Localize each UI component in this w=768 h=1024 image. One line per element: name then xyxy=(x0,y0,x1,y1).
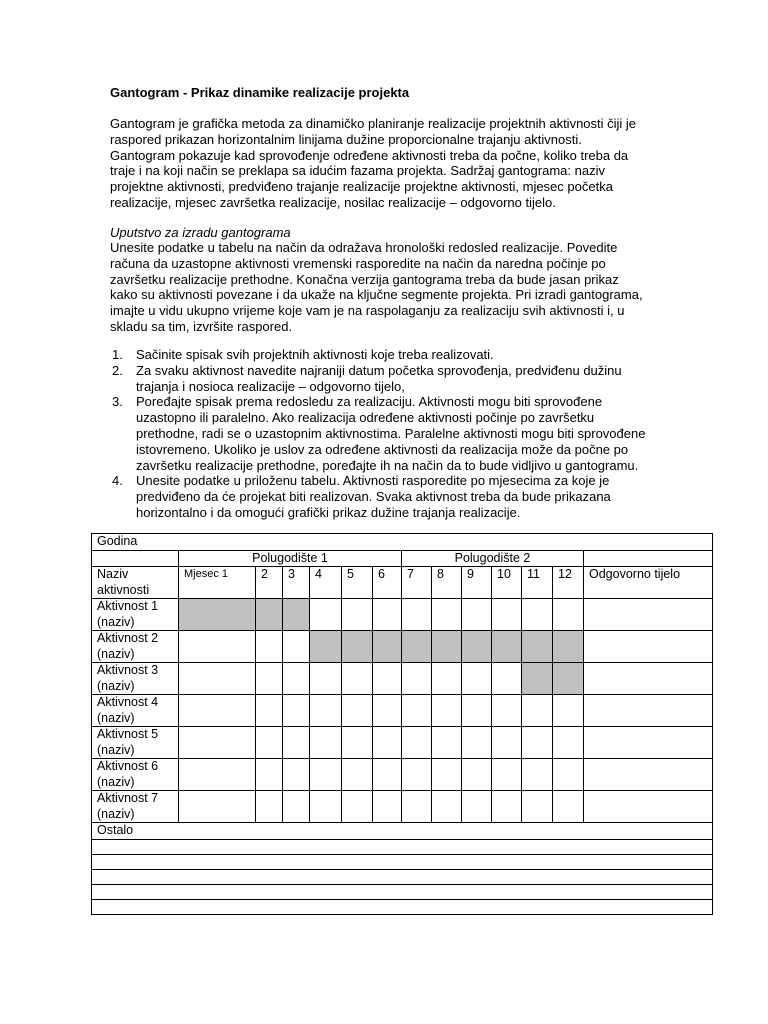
month-cell[interactable] xyxy=(283,759,310,791)
month-cell[interactable] xyxy=(310,663,342,695)
gantt-table xyxy=(91,533,713,915)
activity-row xyxy=(92,695,713,727)
instructions-line: imajte u vidu ukupno vrijeme koje vam je na raspolaganju za realizaciju svih aktivnosti i, u xyxy=(110,303,625,319)
month-cell[interactable] xyxy=(462,599,492,631)
step-item xyxy=(110,347,715,363)
month-cell[interactable] xyxy=(492,695,522,727)
month-cell[interactable] xyxy=(553,727,584,759)
month-cell[interactable] xyxy=(256,695,283,727)
month-header: 6 xyxy=(373,567,402,599)
activity-name-note: (naziv) xyxy=(97,710,135,725)
step-line: završetku realizacije prethodne, poređajte ih na način da to bude vidljivo u gantogramu. xyxy=(136,457,639,473)
activity-name-note: (naziv) xyxy=(97,646,135,661)
month-cell[interactable] xyxy=(256,791,283,823)
month-cell[interactable] xyxy=(432,727,462,759)
month-cell[interactable] xyxy=(373,759,402,791)
activity-name: Aktivnost 1 xyxy=(97,599,159,613)
month-cell[interactable] xyxy=(492,599,522,631)
empty-cell xyxy=(92,550,179,567)
month-cell[interactable] xyxy=(310,791,342,823)
month-cell[interactable] xyxy=(462,791,492,823)
month-header: 12 xyxy=(553,567,584,599)
step-item xyxy=(110,394,715,473)
month-cell[interactable] xyxy=(310,759,342,791)
activity-name-header-line: aktivnosti xyxy=(97,582,150,597)
activity-name-note: (naziv) xyxy=(97,614,135,629)
activity-name-cell xyxy=(92,695,179,727)
month-cell[interactable] xyxy=(402,791,432,823)
activity-name-cell xyxy=(92,759,179,791)
responsible-cell[interactable] xyxy=(584,631,713,663)
month-cell[interactable] xyxy=(373,599,402,631)
half-year-row xyxy=(92,550,713,567)
activity-name-note: (naziv) xyxy=(97,742,135,757)
month-cell[interactable] xyxy=(310,695,342,727)
month-cell[interactable] xyxy=(373,791,402,823)
month-cell[interactable] xyxy=(432,695,462,727)
activity-name: Aktivnost 3 xyxy=(97,663,159,677)
month-cell[interactable] xyxy=(402,599,432,631)
empty-cell xyxy=(584,550,713,567)
gantt-bar-cell[interactable] xyxy=(342,631,373,663)
month-cell[interactable] xyxy=(492,759,522,791)
empty-row xyxy=(92,884,713,899)
page-title: Gantogram - Prikaz dinamike realizacije projekta xyxy=(110,85,410,100)
month-header: 8 xyxy=(432,567,462,599)
month-cell[interactable] xyxy=(432,791,462,823)
instructions-line: skladu sa tim, izvršite raspored. xyxy=(110,318,293,334)
month-header: 2 xyxy=(256,567,283,599)
month-cell[interactable] xyxy=(462,727,492,759)
intro-paragraph xyxy=(110,116,710,211)
activity-name: Aktivnost 2 xyxy=(97,631,159,645)
activity-name-cell xyxy=(92,663,179,695)
gantt-bar-cell[interactable] xyxy=(522,631,553,663)
month-cell[interactable] xyxy=(522,791,553,823)
responsible-cell[interactable] xyxy=(584,791,713,823)
month-cell[interactable] xyxy=(179,727,256,759)
step-line: istovremeno. Ukoliko je uslov za određene aktivnosti da realizacija može da počne po xyxy=(136,441,629,457)
other-row xyxy=(92,823,713,840)
gantt-bar-cell[interactable] xyxy=(553,663,584,695)
activity-name: Aktivnost 4 xyxy=(97,695,159,709)
month-cell[interactable] xyxy=(283,791,310,823)
instructions-line: kako su aktivnosti povezane i da ukaže na ključne segmente projekta. Pri izradi gantograma, xyxy=(110,287,643,303)
gantt-bar-cell[interactable] xyxy=(373,631,402,663)
month-cell[interactable] xyxy=(256,631,283,663)
step-line: predviđeno da će projekat biti realizovan. Svaka aktivnost treba da bude prikazana xyxy=(136,489,611,505)
month-cell[interactable] xyxy=(283,663,310,695)
month-cell[interactable] xyxy=(492,663,522,695)
month-cell[interactable] xyxy=(553,599,584,631)
activity-name-note: (naziv) xyxy=(97,774,135,789)
responsible-cell[interactable] xyxy=(584,599,713,631)
month-cell[interactable] xyxy=(462,759,492,791)
month-cell[interactable] xyxy=(179,695,256,727)
month-cell[interactable] xyxy=(492,791,522,823)
step-line: Sačinite spisak svih projektnih aktivnosti koje treba realizovati. xyxy=(136,347,494,362)
month-cell[interactable] xyxy=(179,631,256,663)
step-item xyxy=(110,363,715,395)
empty-row-cell[interactable] xyxy=(92,869,713,884)
month-cell[interactable] xyxy=(402,759,432,791)
activity-name: Aktivnost 6 xyxy=(97,759,159,773)
month-cell[interactable] xyxy=(373,695,402,727)
gantt-bar-cell[interactable] xyxy=(462,631,492,663)
instructions-line: računa da uzastopne aktivnosti vremenski rasporedite na način da naredna počinje po xyxy=(110,255,606,271)
instructions-line: Unesite podatke u tabelu na način da odražava hronološki redosled realizacije. Povedite xyxy=(110,240,618,255)
month-header: 5 xyxy=(342,567,373,599)
activity-name-note: (naziv) xyxy=(97,806,135,821)
responsible-cell[interactable] xyxy=(584,759,713,791)
gantt-bar-cell[interactable] xyxy=(179,599,256,631)
step-line: horizontalno i da omogući grafički prikaz dužine trajanja realizacije. xyxy=(136,504,521,520)
activity-row xyxy=(92,791,713,823)
empty-row xyxy=(92,839,713,854)
activity-name-header xyxy=(92,567,179,599)
month-cell[interactable] xyxy=(179,663,256,695)
empty-row xyxy=(92,899,713,914)
month-cell[interactable] xyxy=(522,599,553,631)
intro-line: raspored prikazan horizontalnim linijama dužine proporcionalne trajanju aktivnosti. xyxy=(110,131,582,147)
step-line: Poređajte spisak prema redosledu za realizaciju. Aktivnosti mogu biti sprovođene xyxy=(136,394,603,410)
step-number: 3. xyxy=(112,394,123,410)
month-header: 10 xyxy=(492,567,522,599)
half-year-2-label: Polugodište 2 xyxy=(402,550,584,567)
activity-name: Aktivnost 5 xyxy=(97,727,159,741)
activity-row xyxy=(92,759,713,791)
month-cell[interactable] xyxy=(342,599,373,631)
month-header: 9 xyxy=(462,567,492,599)
month-cell[interactable] xyxy=(462,663,492,695)
gantt-bar-cell[interactable] xyxy=(402,631,432,663)
month-header: Mjesec 1 xyxy=(179,567,256,599)
activity-name-cell xyxy=(92,631,179,663)
step-item xyxy=(110,473,715,520)
month-cell[interactable] xyxy=(432,663,462,695)
responsible-cell[interactable] xyxy=(584,663,713,695)
month-cell[interactable] xyxy=(310,599,342,631)
gantt-bar-cell[interactable] xyxy=(283,599,310,631)
responsible-cell[interactable] xyxy=(584,695,713,727)
activity-name: Aktivnost 7 xyxy=(97,791,159,805)
empty-row-cell[interactable] xyxy=(92,899,713,914)
intro-line: projektne aktivnosti, predviđeno trajanje realizacije projektne aktivnosti, mjesec početka xyxy=(110,179,613,195)
instructions-heading: Uputstvo za izradu gantograma xyxy=(110,225,291,240)
instructions-paragraph xyxy=(110,240,710,335)
month-cell[interactable] xyxy=(179,791,256,823)
year-row xyxy=(92,534,713,551)
month-cell[interactable] xyxy=(432,759,462,791)
month-cell[interactable] xyxy=(402,695,432,727)
month-cell[interactable] xyxy=(179,759,256,791)
month-cell[interactable] xyxy=(256,663,283,695)
month-cell[interactable] xyxy=(342,663,373,695)
month-cell[interactable] xyxy=(402,727,432,759)
gantt-bar-cell[interactable] xyxy=(256,599,283,631)
month-cell[interactable] xyxy=(402,663,432,695)
gantt-bar-cell[interactable] xyxy=(553,631,584,663)
activity-name-note: (naziv) xyxy=(97,678,135,693)
month-header: 4 xyxy=(310,567,342,599)
empty-row-cell[interactable] xyxy=(92,854,713,869)
month-cell[interactable] xyxy=(462,695,492,727)
empty-row xyxy=(92,869,713,884)
activity-row xyxy=(92,599,713,631)
month-cell[interactable] xyxy=(522,727,553,759)
gantt-bar-cell[interactable] xyxy=(432,631,462,663)
month-cell[interactable] xyxy=(342,759,373,791)
step-number: 4. xyxy=(112,473,123,489)
activity-row xyxy=(92,631,713,663)
month-cell[interactable] xyxy=(283,695,310,727)
intro-line: realizacije, mjesec završetka realizacije, nosilac realizacije – odgovorno tijelo. xyxy=(110,194,556,210)
activity-name-cell xyxy=(92,599,179,631)
year-label: Godina xyxy=(92,534,713,551)
month-cell[interactable] xyxy=(283,727,310,759)
activity-name-cell xyxy=(92,727,179,759)
other-label: Ostalo xyxy=(92,823,713,840)
month-cell[interactable] xyxy=(310,727,342,759)
intro-line: Gantogram je grafička metoda za dinamičko planiranje realizacije projektnih aktivnosti čiji je xyxy=(110,116,637,131)
half-year-1-label: Polugodište 1 xyxy=(179,550,402,567)
month-header: 3 xyxy=(283,567,310,599)
empty-row-cell[interactable] xyxy=(92,839,713,854)
step-number: 2. xyxy=(112,362,123,378)
month-cell[interactable] xyxy=(342,791,373,823)
month-cell[interactable] xyxy=(553,759,584,791)
month-cell[interactable] xyxy=(553,791,584,823)
month-cell[interactable] xyxy=(342,727,373,759)
month-cell[interactable] xyxy=(256,759,283,791)
month-cell[interactable] xyxy=(256,727,283,759)
month-header: 11 xyxy=(522,567,553,599)
month-cell[interactable] xyxy=(522,759,553,791)
empty-row xyxy=(92,854,713,869)
month-header: 7 xyxy=(402,567,432,599)
activity-row xyxy=(92,663,713,695)
step-line: trajanja i nosioca realizacije – odgovorno tijelo, xyxy=(136,378,405,394)
responsible-header: Odgovorno tijelo xyxy=(584,567,713,599)
month-cell[interactable] xyxy=(432,599,462,631)
month-cell[interactable] xyxy=(342,695,373,727)
gantt-bar-cell[interactable] xyxy=(310,631,342,663)
month-cell[interactable] xyxy=(553,695,584,727)
empty-row-cell[interactable] xyxy=(92,884,713,899)
step-line: prethodne, radi se o uzastopnim aktivnostima. Paralelne aktivnosti mogu biti sprovođene xyxy=(136,425,646,441)
intro-line: Gantogram pokazuje kad sprovođenje određene aktivnosti treba da počne, koliko treba da xyxy=(110,147,629,163)
step-line: Unesite podatke u priloženu tabelu. Aktivnosti rasporedite po mjesecima za koje je xyxy=(136,473,610,489)
gantt-bar-cell[interactable] xyxy=(522,663,553,695)
month-cell[interactable] xyxy=(283,631,310,663)
month-cell[interactable] xyxy=(492,727,522,759)
instructions-line: završetku realizacije prethodne. Konačna verzija gantograma treba da bude jasan prikaz xyxy=(110,271,619,287)
month-cell[interactable] xyxy=(373,727,402,759)
activity-name-cell xyxy=(92,791,179,823)
gantt-bar-cell[interactable] xyxy=(492,631,522,663)
month-cell[interactable] xyxy=(373,663,402,695)
steps-list xyxy=(110,347,715,521)
step-number: 1. xyxy=(112,347,123,362)
intro-line: traje i na koji način se preklapa sa idućim fazama projekta. Sadržaj gantograma: naziv xyxy=(110,163,605,179)
step-line: Za svaku aktivnost navedite najraniji datum početka sprovođenja, predviđenu dužinu xyxy=(136,362,622,378)
activity-name-header-line: Naziv xyxy=(97,567,129,581)
activity-row xyxy=(92,727,713,759)
step-line: uzastopno ili paralelno. Ako realizacija određene aktivnosti počinje po završetku xyxy=(136,410,595,426)
month-cell[interactable] xyxy=(522,695,553,727)
responsible-cell[interactable] xyxy=(584,727,713,759)
month-header-row xyxy=(92,567,713,599)
